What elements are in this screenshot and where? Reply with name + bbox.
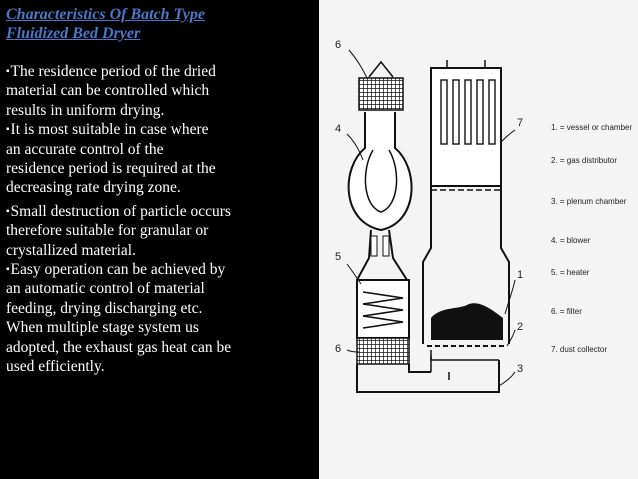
bullet-line: residence period is required at the xyxy=(6,160,216,178)
filter-bottom xyxy=(357,338,409,364)
bullet-icon: ▪ xyxy=(6,264,10,276)
bullet-item xyxy=(6,120,318,198)
legend-item: 6. = filter xyxy=(551,307,582,316)
bullet-line: decreasing rate drying zone. xyxy=(6,179,181,197)
inlet-arrow-icon xyxy=(369,62,393,77)
callout-label: 1 xyxy=(517,269,524,281)
bullet-line: crystallized material. xyxy=(6,241,136,259)
callout-label: 3 xyxy=(517,363,524,375)
bullet-line: feeding, drying discharging etc. xyxy=(6,299,203,317)
bullet-line: adopted, the exhaust gas heat can be xyxy=(6,338,232,356)
title-line-2: Fluidized Bed Dryer xyxy=(6,25,141,42)
callout-label: 2 xyxy=(517,321,524,333)
bullet-line: material can be controlled which xyxy=(6,82,210,100)
bullet-line: ▪Small destruction of particle occurs xyxy=(6,202,231,220)
bullet-line: results in uniform drying. xyxy=(6,101,165,119)
title-line-1: Characteristics Of Batch Type xyxy=(6,6,205,23)
bullet-icon: ▪ xyxy=(6,66,10,77)
legend-item: 1. = vessel or chamber xyxy=(551,123,633,132)
bullet-line: When multiple stage system us xyxy=(6,319,199,337)
duct xyxy=(357,230,407,280)
plenum-duct xyxy=(357,360,499,392)
bullet-line: used efficiently. xyxy=(6,358,105,376)
bullet-line: ▪The residence period of the dried xyxy=(6,63,216,80)
legend-item: 2. = gas distributor xyxy=(551,156,618,165)
callout-label: 7 xyxy=(517,117,524,129)
dryer-diagram-svg xyxy=(319,0,638,479)
bullet-icon: ▪ xyxy=(6,124,10,136)
bullet-line: ▪Easy operation can be achieved by xyxy=(6,261,226,279)
bullet-line: an accurate control of the xyxy=(6,140,164,158)
particle-bed xyxy=(431,303,503,340)
callout-label: 6 xyxy=(335,39,342,51)
bullet-item xyxy=(6,202,318,260)
bullet-list xyxy=(6,62,318,377)
legend-item: 4. = blower xyxy=(551,236,591,245)
callout-label: 6 xyxy=(335,343,342,355)
dryer-diagram xyxy=(319,0,638,479)
legend-item: 5. = heater xyxy=(551,268,590,277)
bullet-line: therefore suitable for granular or xyxy=(6,222,209,240)
bullet-item xyxy=(6,260,318,376)
bullet-icon: ▪ xyxy=(6,205,10,217)
bullet-line: an automatic control of material xyxy=(6,280,205,298)
legend-item: 7. dust collector xyxy=(551,345,608,354)
slide-title xyxy=(6,5,306,43)
callout-label: 5 xyxy=(335,251,342,263)
bullet-item xyxy=(6,62,318,120)
callout-label: 4 xyxy=(335,123,342,135)
filter-top xyxy=(359,78,403,110)
bullet-line: ▪It is most suitable in case where xyxy=(6,121,209,139)
legend-item: 3. = plenum chamber xyxy=(551,197,627,206)
